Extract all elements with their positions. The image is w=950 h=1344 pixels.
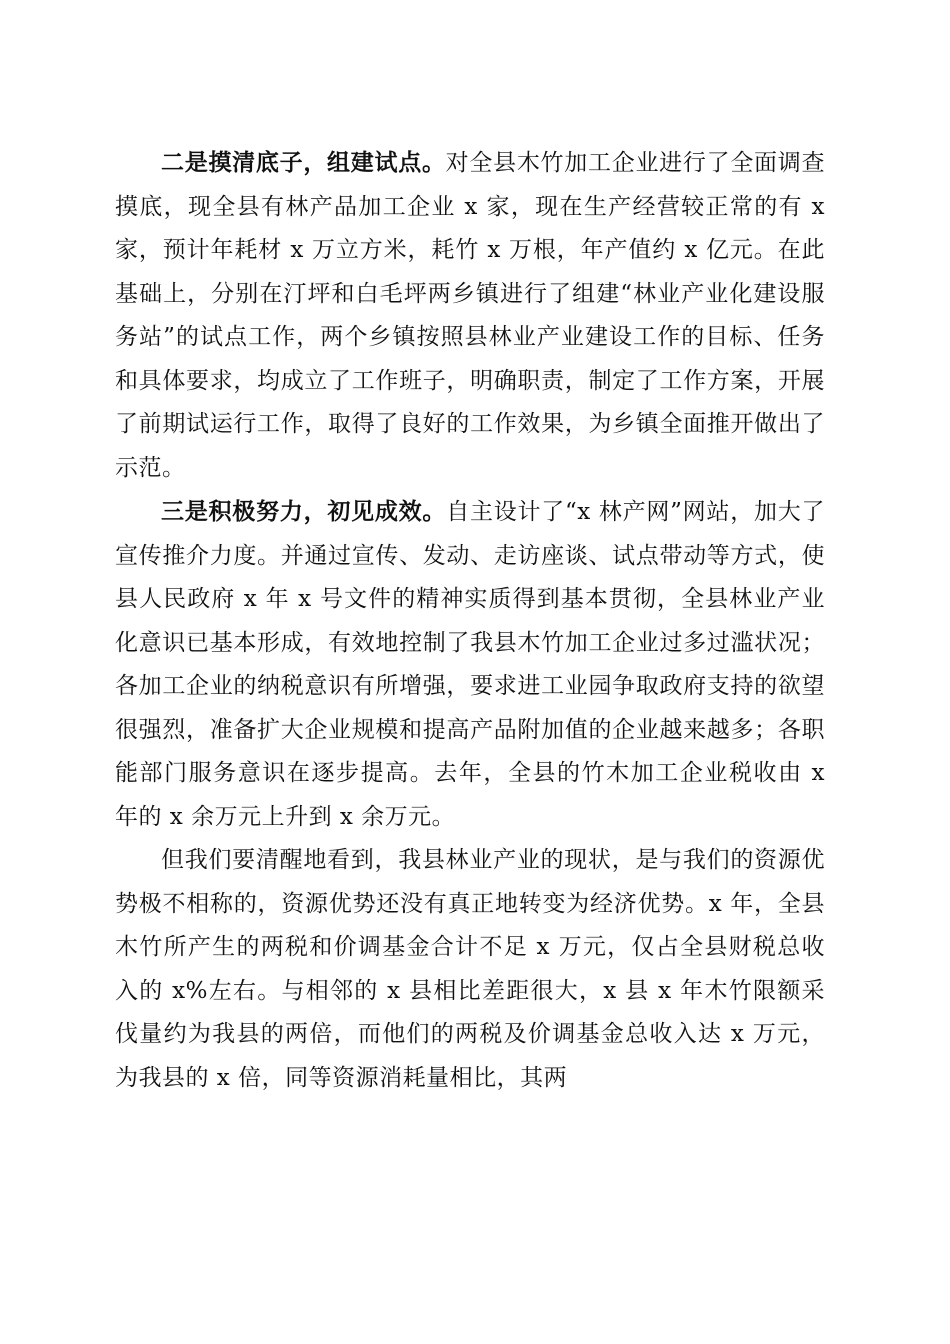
- paragraph-pilot-lead: 二是摸清底子，组建试点。: [161, 149, 446, 176]
- paragraph-results-lead: 三是积极努力，初见成效。: [161, 498, 447, 525]
- paragraph-gap-body: 但我们要清醒地看到，我县林业产业的现状，是与我们的资源优势极不相称的，资源优势还没有真正地转变为经济优势。x 年，全县木竹所产生的两税和价调基金合计不足 x 万元，仅占全县财税总收入的 x%左右。与相邻的 x 县相比差距很大，x 县 x 年木竹限额采伐量约为我县的两倍，而他们的两税及价调基金总收入达 x 万元，为我县的 x 倍，同等资源消耗量相比，其两: [115, 847, 825, 1091]
- paragraph-results-body: 自主设计了“x 林产网”网站，加大了宣传推介力度。并通过宣传、发动、走访座谈、试点带动等方式，使县人民政府 x 年 x 号文件的精神实质得到基本贯彻，全县林业产业化意识已基本形成，有效地控制了我县木竹加工企业过多过滥状况；各加工企业的纳税意识有所增强，要求进工业园争取政府支持的欲望很强烈，准备扩大企业规模和提高产品附加值的企业越来越多；各职能部门服务意识在逐步提高。去年，全县的竹木加工企业税收由 x 年的 x 余万元上升到 x 余万元。: [115, 499, 825, 830]
- paragraph-results: [115, 490, 825, 839]
- paragraph-gap: [115, 839, 825, 1100]
- paragraph-pilot: [115, 141, 825, 490]
- paragraph-pilot-body: 对全县木竹加工企业进行了全面调查摸底，现全县有林产品加工企业 x 家，现在生产经营较正常的有 x 家，预计年耗材 x 万立方米，耗竹 x 万根，年产值约 x 亿元。在此基础上，分别在汀坪和白毛坪两乡镇进行了组建“林业产业化建设服务站”的试点工作，两个乡镇按照县林业产业建设工作的目标、任务和具体要求，均成立了工作班子，明确职责，制定了工作方案，开展了前期试运行工作，取得了良好的工作效果，为乡镇全面推开做出了示范。: [115, 150, 826, 481]
- document-body: [115, 141, 825, 1100]
